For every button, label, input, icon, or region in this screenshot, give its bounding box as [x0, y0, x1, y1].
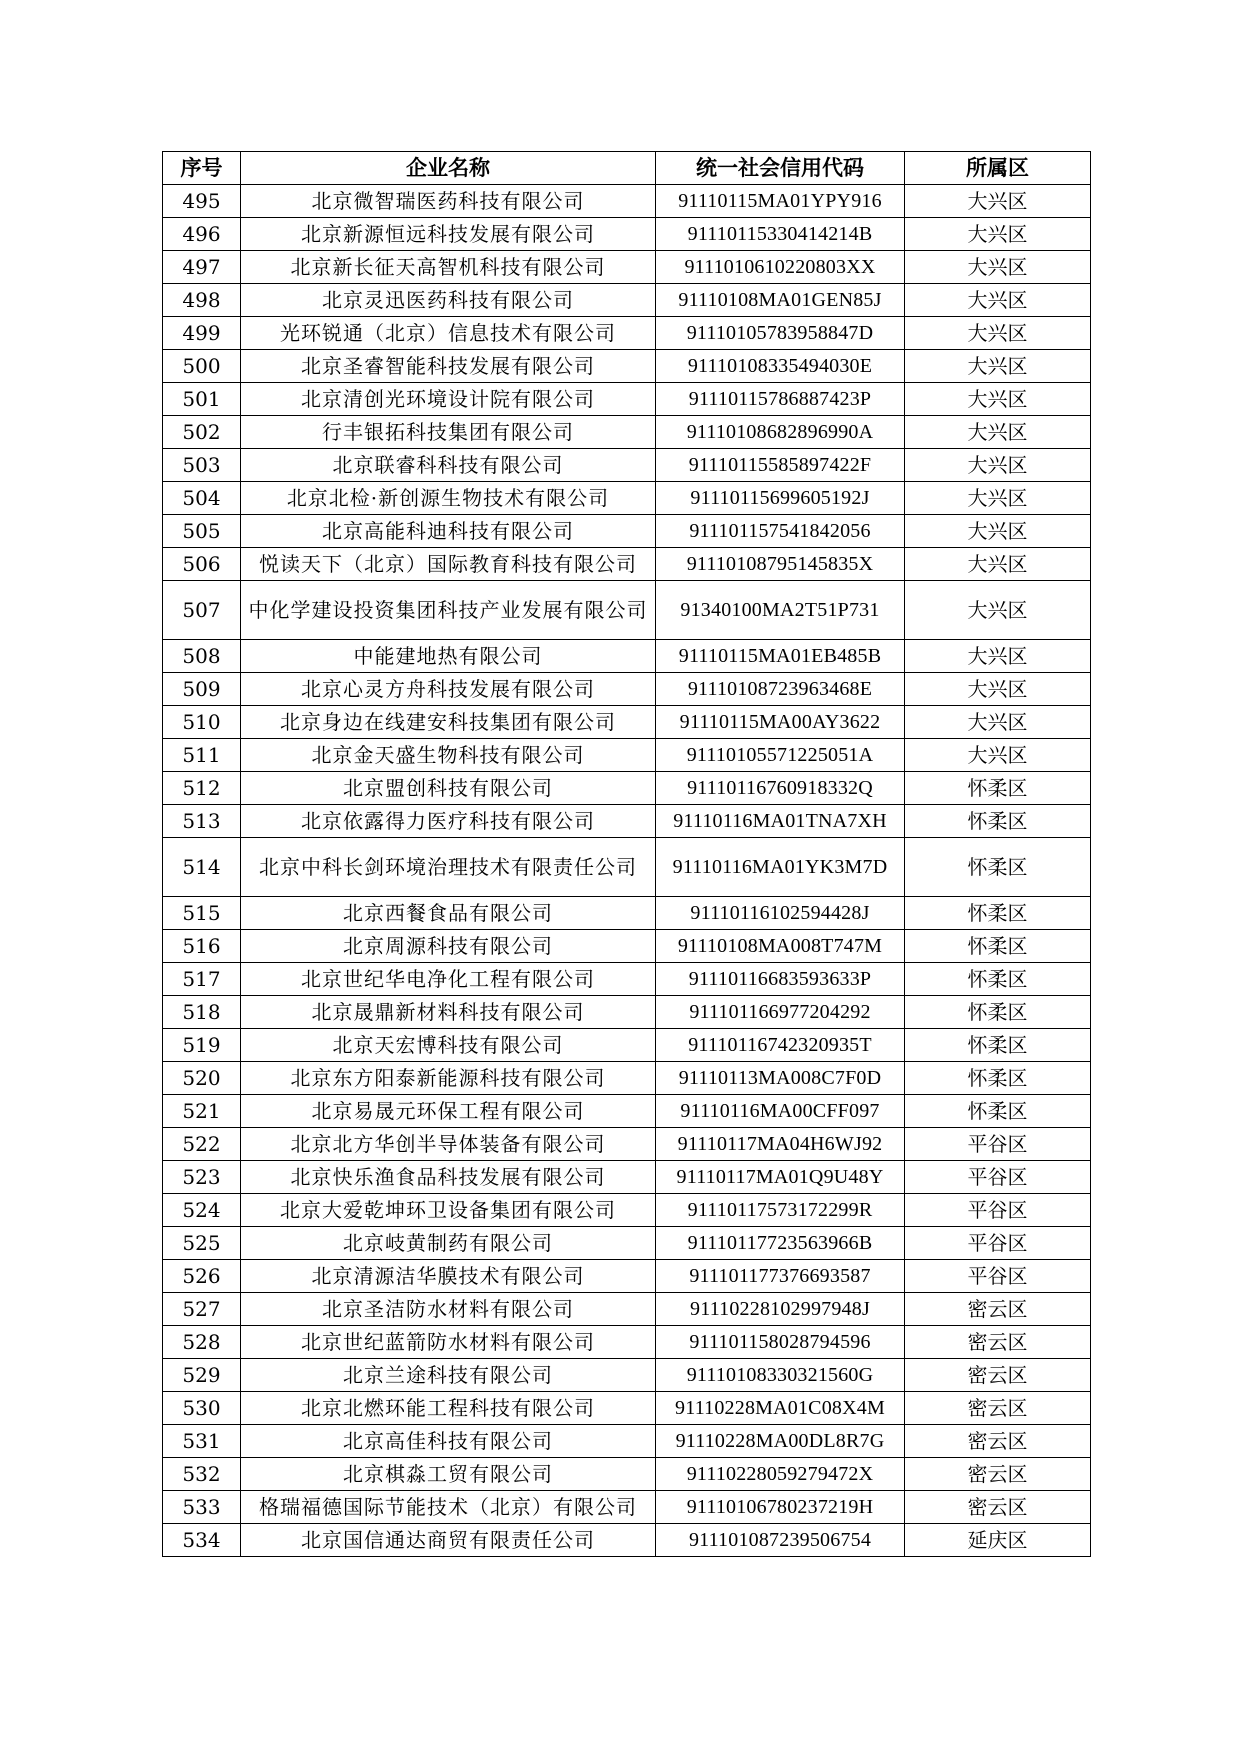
cell-company-name: 北京快乐渔食品科技发展有限公司	[241, 1161, 656, 1194]
cell-index: 529	[163, 1359, 241, 1392]
cell-credit-code: 91110108795145835X	[656, 548, 905, 581]
cell-company-name: 悦读天下（北京）国际教育科技有限公司	[241, 548, 656, 581]
cell-credit-code: 91110117MA04H6WJ92	[656, 1128, 905, 1161]
cell-district: 大兴区	[905, 581, 1091, 640]
cell-credit-code: 91110115786887423P	[656, 383, 905, 416]
cell-district: 大兴区	[905, 673, 1091, 706]
cell-district: 怀柔区	[905, 996, 1091, 1029]
cell-district: 怀柔区	[905, 897, 1091, 930]
cell-district: 延庆区	[905, 1524, 1091, 1557]
cell-district: 大兴区	[905, 706, 1091, 739]
cell-index: 498	[163, 284, 241, 317]
cell-index: 523	[163, 1161, 241, 1194]
table-row	[163, 838, 1091, 897]
table-row	[163, 1260, 1091, 1293]
cell-index: 495	[163, 185, 241, 218]
cell-company-name: 北京微智瑞医药科技有限公司	[241, 185, 656, 218]
table-row	[163, 1359, 1091, 1392]
cell-company-name: 北京北检·新创源生物技术有限公司	[241, 482, 656, 515]
cell-index: 522	[163, 1128, 241, 1161]
cell-index: 533	[163, 1491, 241, 1524]
cell-company-name: 光环锐通（北京）信息技术有限公司	[241, 317, 656, 350]
cell-company-name: 北京西餐食品有限公司	[241, 897, 656, 930]
table-row	[163, 251, 1091, 284]
cell-credit-code: 91110117MA01Q9U48Y	[656, 1161, 905, 1194]
cell-district: 怀柔区	[905, 1062, 1091, 1095]
cell-district: 大兴区	[905, 284, 1091, 317]
cell-credit-code: 911101177376693587	[656, 1260, 905, 1293]
table-row	[163, 1194, 1091, 1227]
cell-company-name: 北京中科长剑环境治理技术有限责任公司	[241, 838, 656, 897]
cell-district: 密云区	[905, 1326, 1091, 1359]
table-row	[163, 673, 1091, 706]
cell-credit-code: 911101158028794596	[656, 1326, 905, 1359]
table-row	[163, 706, 1091, 739]
table-row	[163, 739, 1091, 772]
cell-credit-code: 91110116683593633P	[656, 963, 905, 996]
cell-district: 大兴区	[905, 251, 1091, 284]
cell-district: 密云区	[905, 1425, 1091, 1458]
cell-credit-code: 91110105783958847D	[656, 317, 905, 350]
cell-credit-code: 91110116102594428J	[656, 897, 905, 930]
cell-index: 510	[163, 706, 241, 739]
cell-index: 532	[163, 1458, 241, 1491]
cell-index: 527	[163, 1293, 241, 1326]
cell-district: 怀柔区	[905, 805, 1091, 838]
cell-company-name: 北京岐黄制药有限公司	[241, 1227, 656, 1260]
cell-district: 大兴区	[905, 317, 1091, 350]
cell-district: 平谷区	[905, 1260, 1091, 1293]
cell-index: 507	[163, 581, 241, 640]
cell-credit-code: 91340100MA2T51P731	[656, 581, 905, 640]
table-row	[163, 1095, 1091, 1128]
cell-district: 大兴区	[905, 515, 1091, 548]
cell-credit-code: 91110105571225051A	[656, 739, 905, 772]
cell-credit-code: 91110117573172299R	[656, 1194, 905, 1227]
cell-credit-code: 91110228MA00DL8R7G	[656, 1425, 905, 1458]
cell-credit-code: 91110228MA01C08X4M	[656, 1392, 905, 1425]
cell-index: 509	[163, 673, 241, 706]
cell-credit-code: 911101087239506754	[656, 1524, 905, 1557]
table-row	[163, 772, 1091, 805]
cell-index: 496	[163, 218, 241, 251]
cell-index: 514	[163, 838, 241, 897]
cell-district: 密云区	[905, 1491, 1091, 1524]
cell-company-name: 北京新长征天高智机科技有限公司	[241, 251, 656, 284]
table-row	[163, 218, 1091, 251]
cell-company-name: 行丰银拓科技集团有限公司	[241, 416, 656, 449]
cell-credit-code: 91110115MA01EB485B	[656, 640, 905, 673]
cell-credit-code: 91110115699605192J	[656, 482, 905, 515]
table-row	[163, 1425, 1091, 1458]
cell-company-name: 北京高能科迪科技有限公司	[241, 515, 656, 548]
cell-company-name: 北京新源恒远科技发展有限公司	[241, 218, 656, 251]
cell-company-name: 北京兰途科技有限公司	[241, 1359, 656, 1392]
table-row	[163, 515, 1091, 548]
cell-district: 密云区	[905, 1359, 1091, 1392]
table-row	[163, 1161, 1091, 1194]
cell-index: 525	[163, 1227, 241, 1260]
table-row	[163, 449, 1091, 482]
cell-credit-code: 91110115585897422F	[656, 449, 905, 482]
cell-district: 怀柔区	[905, 963, 1091, 996]
cell-index: 530	[163, 1392, 241, 1425]
table-row	[163, 548, 1091, 581]
cell-district: 平谷区	[905, 1194, 1091, 1227]
cell-credit-code: 91110116MA01TNA7XH	[656, 805, 905, 838]
cell-district: 大兴区	[905, 218, 1091, 251]
cell-district: 怀柔区	[905, 930, 1091, 963]
cell-district: 大兴区	[905, 383, 1091, 416]
cell-company-name: 北京天宏博科技有限公司	[241, 1029, 656, 1062]
cell-index: 517	[163, 963, 241, 996]
cell-district: 平谷区	[905, 1128, 1091, 1161]
cell-index: 526	[163, 1260, 241, 1293]
cell-index: 531	[163, 1425, 241, 1458]
cell-credit-code: 911101157541842056	[656, 515, 905, 548]
cell-credit-code: 91110115MA01YPY916	[656, 185, 905, 218]
cell-credit-code: 91110116MA00CFF097	[656, 1095, 905, 1128]
table-row	[163, 1491, 1091, 1524]
cell-district: 大兴区	[905, 548, 1091, 581]
cell-company-name: 北京身边在线建安科技集团有限公司	[241, 706, 656, 739]
cell-company-name: 北京世纪蓝箭防水材料有限公司	[241, 1326, 656, 1359]
cell-district: 密云区	[905, 1293, 1091, 1326]
cell-credit-code: 91110108682896990A	[656, 416, 905, 449]
cell-credit-code: 91110116760918332Q	[656, 772, 905, 805]
cell-index: 521	[163, 1095, 241, 1128]
cell-index: 512	[163, 772, 241, 805]
cell-credit-code: 91110108723963468E	[656, 673, 905, 706]
cell-district: 大兴区	[905, 449, 1091, 482]
table-row	[163, 1293, 1091, 1326]
cell-company-name: 中化学建设投资集团科技产业发展有限公司	[241, 581, 656, 640]
table-header-row	[163, 152, 1091, 185]
header-index: 序号	[163, 152, 241, 185]
cell-index: 524	[163, 1194, 241, 1227]
cell-district: 大兴区	[905, 482, 1091, 515]
cell-credit-code: 91110108MA01GEN85J	[656, 284, 905, 317]
cell-company-name: 北京清源洁华膜技术有限公司	[241, 1260, 656, 1293]
cell-credit-code: 91110113MA008C7F0D	[656, 1062, 905, 1095]
table-row	[163, 350, 1091, 383]
cell-company-name: 北京圣睿智能科技发展有限公司	[241, 350, 656, 383]
cell-credit-code: 91110108335494030E	[656, 350, 905, 383]
cell-company-name: 北京北燃环能工程科技有限公司	[241, 1392, 656, 1425]
cell-company-name: 北京金天盛生物科技有限公司	[241, 739, 656, 772]
cell-district: 大兴区	[905, 416, 1091, 449]
cell-index: 528	[163, 1326, 241, 1359]
cell-company-name: 北京世纪华电净化工程有限公司	[241, 963, 656, 996]
cell-company-name: 北京晟鼎新材料科技有限公司	[241, 996, 656, 1029]
cell-district: 平谷区	[905, 1161, 1091, 1194]
cell-index: 513	[163, 805, 241, 838]
table-row	[163, 1524, 1091, 1557]
cell-company-name: 中能建地热有限公司	[241, 640, 656, 673]
cell-index: 502	[163, 416, 241, 449]
cell-index: 505	[163, 515, 241, 548]
cell-district: 怀柔区	[905, 772, 1091, 805]
cell-credit-code: 91110228102997948J	[656, 1293, 905, 1326]
cell-district: 大兴区	[905, 739, 1091, 772]
table-row	[163, 1128, 1091, 1161]
cell-index: 519	[163, 1029, 241, 1062]
cell-district: 大兴区	[905, 640, 1091, 673]
cell-index: 499	[163, 317, 241, 350]
cell-index: 520	[163, 1062, 241, 1095]
table-row	[163, 317, 1091, 350]
cell-district: 大兴区	[905, 350, 1091, 383]
cell-credit-code: 91110116MA01YK3M7D	[656, 838, 905, 897]
table-row	[163, 897, 1091, 930]
table-row	[163, 996, 1091, 1029]
cell-company-name: 北京盟创科技有限公司	[241, 772, 656, 805]
cell-credit-code: 91110116742320935T	[656, 1029, 905, 1062]
table-row	[163, 1392, 1091, 1425]
cell-company-name: 北京北方华创半导体装备有限公司	[241, 1128, 656, 1161]
table-row	[163, 581, 1091, 640]
cell-credit-code: 91110108MA008T747M	[656, 930, 905, 963]
cell-index: 506	[163, 548, 241, 581]
cell-index: 504	[163, 482, 241, 515]
cell-company-name: 北京心灵方舟科技发展有限公司	[241, 673, 656, 706]
table-row	[163, 1062, 1091, 1095]
cell-credit-code: 91110115330414214B	[656, 218, 905, 251]
cell-index: 501	[163, 383, 241, 416]
cell-credit-code: 911101166977204292	[656, 996, 905, 1029]
cell-index: 516	[163, 930, 241, 963]
header-name: 企业名称	[241, 152, 656, 185]
cell-district: 怀柔区	[905, 1029, 1091, 1062]
table-row	[163, 930, 1091, 963]
cell-company-name: 北京大爱乾坤环卫设备集团有限公司	[241, 1194, 656, 1227]
table-row	[163, 963, 1091, 996]
cell-company-name: 北京易晟元环保工程有限公司	[241, 1095, 656, 1128]
cell-company-name: 北京灵迅医药科技有限公司	[241, 284, 656, 317]
table-row	[163, 416, 1091, 449]
cell-index: 515	[163, 897, 241, 930]
enterprise-table	[162, 151, 1091, 1557]
cell-company-name: 格瑞福德国际节能技术（北京）有限公司	[241, 1491, 656, 1524]
cell-company-name: 北京国信通达商贸有限责任公司	[241, 1524, 656, 1557]
cell-company-name: 北京依露得力医疗科技有限公司	[241, 805, 656, 838]
table-row	[163, 284, 1091, 317]
table-row	[163, 185, 1091, 218]
table-row	[163, 805, 1091, 838]
table-row	[163, 1326, 1091, 1359]
cell-index: 497	[163, 251, 241, 284]
cell-district: 平谷区	[905, 1227, 1091, 1260]
table-row	[163, 1227, 1091, 1260]
cell-credit-code: 91110108330321560G	[656, 1359, 905, 1392]
cell-index: 511	[163, 739, 241, 772]
cell-company-name: 北京周源科技有限公司	[241, 930, 656, 963]
cell-credit-code: 91110228059279472X	[656, 1458, 905, 1491]
cell-company-name: 北京联睿科科技有限公司	[241, 449, 656, 482]
table-row	[163, 383, 1091, 416]
table-row	[163, 1458, 1091, 1491]
cell-index: 534	[163, 1524, 241, 1557]
cell-index: 508	[163, 640, 241, 673]
cell-index: 500	[163, 350, 241, 383]
cell-company-name: 北京圣洁防水材料有限公司	[241, 1293, 656, 1326]
cell-company-name: 北京棋淼工贸有限公司	[241, 1458, 656, 1491]
cell-credit-code: 91110115MA00AY3622	[656, 706, 905, 739]
header-code: 统一社会信用代码	[656, 152, 905, 185]
cell-district: 怀柔区	[905, 838, 1091, 897]
cell-company-name: 北京高佳科技有限公司	[241, 1425, 656, 1458]
table-row	[163, 1029, 1091, 1062]
header-district: 所属区	[905, 152, 1091, 185]
table-row	[163, 482, 1091, 515]
cell-district: 怀柔区	[905, 1095, 1091, 1128]
cell-district: 密云区	[905, 1458, 1091, 1491]
cell-credit-code: 91110106780237219H	[656, 1491, 905, 1524]
cell-company-name: 北京东方阳泰新能源科技有限公司	[241, 1062, 656, 1095]
cell-credit-code: 91110117723563966B	[656, 1227, 905, 1260]
cell-index: 518	[163, 996, 241, 1029]
cell-credit-code: 9111010610220803XX	[656, 251, 905, 284]
cell-company-name: 北京清创光环境设计院有限公司	[241, 383, 656, 416]
cell-district: 密云区	[905, 1392, 1091, 1425]
cell-index: 503	[163, 449, 241, 482]
table-row	[163, 640, 1091, 673]
cell-district: 大兴区	[905, 185, 1091, 218]
